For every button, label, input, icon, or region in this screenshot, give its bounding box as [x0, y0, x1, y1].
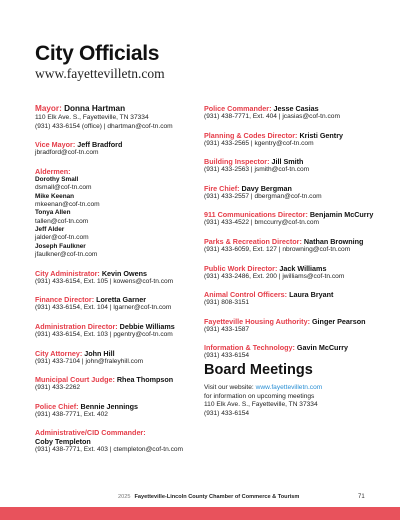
official-contact: (931) 438-7771, Ext. 402 [35, 410, 108, 418]
alderman-email: dsmall@cof-tn.com [35, 183, 92, 191]
page-footer [0, 494, 400, 504]
official-contact: (931) 433-6154, Ext. 105 | kowens@cof-tn.com [35, 277, 174, 285]
official-cid-commander [35, 428, 195, 455]
official-name: Davy Bergman [241, 183, 292, 193]
board-phone-line: (931) 433-6154 [204, 409, 250, 417]
alderman-email: mkeenan@cof-tn.com [35, 200, 100, 208]
official-name: Laura Bryant [289, 290, 334, 300]
official-contact: (931) 433-6154, Ext. 103 | pgentry@cof-tn.com [35, 330, 173, 338]
official-police-commander [204, 104, 379, 122]
alderman-name: Tonya Allen [35, 209, 71, 217]
board-website-link[interactable]: www.fayettevilletn.com [255, 384, 323, 391]
official-building-inspector [204, 157, 379, 175]
official-name: Coby Templeton [35, 437, 91, 447]
official-finance-director [35, 295, 195, 313]
page-title: City Officials [35, 42, 160, 65]
official-city-attorney [35, 349, 195, 367]
official-name: Jesse Casias [273, 104, 319, 113]
official-contact: (931) 433-6154 (office) | dhartman@cof-tn.com [35, 122, 173, 130]
official-contact: (931) 433-6154, Ext. 104 | lgarner@cof-tn.com [35, 304, 172, 312]
official-contact: (931) 433-2557 | dbergman@cof-tn.com [204, 192, 322, 200]
official-name: Jeff Bradford [77, 140, 123, 150]
official-contact: (931) 438-7771, Ext. 403 | ctempleton@cof-tn.com [35, 446, 184, 454]
official-contact: (931) 433-6154 [204, 352, 250, 360]
official-role: City Administrator: [35, 268, 100, 278]
official-contact: (931) 433-2563 | jsmith@cof-tn.com [204, 166, 310, 174]
official-planning-director [204, 131, 379, 149]
official-role: Municipal Court Judge: [35, 375, 115, 385]
footer-accent-bar [0, 507, 400, 520]
official-public-works-director [204, 264, 379, 282]
official-role: Vice Mayor: [35, 140, 76, 150]
official-contact: jbradford@cof-tn.com [35, 149, 99, 157]
official-role: Administrative/CID Commander: [35, 428, 146, 438]
official-name: Jill Smith [271, 157, 304, 167]
official-fire-chief [204, 184, 379, 202]
official-role: Fire Chief: [204, 183, 240, 193]
alderman-name: Joseph Faulkner [35, 242, 86, 250]
official-contact: (931) 433-4522 | bmccurry@cof-tn.com [204, 219, 320, 227]
official-name: Bennie Jennings [80, 401, 139, 411]
official-police-chief [35, 402, 195, 420]
official-animal-control [204, 290, 379, 308]
official-it [204, 343, 379, 361]
official-contact: (931) 433-2486, Ext. 200 | jwilliams@cof-tn.com [204, 272, 345, 280]
official-contact: (931) 433-2262 [35, 384, 81, 392]
official-role: 911 Communications Director: [204, 210, 308, 220]
footer-org: Fayetteville-Lincoln County Chamber of Commerce & Tourism [134, 494, 300, 500]
official-role: Public Work Director: [204, 263, 278, 273]
official-role: Mayor: [35, 104, 62, 113]
official-role: Information & Technology: [204, 343, 295, 353]
alderman-email: jfaulkner@cof-tn.com [35, 251, 98, 259]
official-role: Administration Director: [35, 321, 118, 331]
official-mayor [35, 104, 195, 131]
official-name: Jack Williams [279, 263, 327, 273]
official-role: Animal Control Officers: [204, 290, 288, 300]
board-meetings-title: Board Meetings [204, 362, 313, 378]
board-visit-text: Visit our website: [204, 384, 256, 391]
official-contact: (931) 433-6059, Ext. 127 | nbrowning@cof-tn.com [204, 245, 351, 253]
official-contact: (931) 433-1587 [204, 325, 250, 333]
official-name: Kristi Gentry [299, 130, 343, 140]
board-meetings-section [204, 362, 384, 418]
alderman-email: tallen@cof-tn.com [35, 217, 89, 225]
official-name: Gavin McCurry [296, 343, 349, 353]
official-name: Kevin Owens [101, 268, 147, 278]
official-role: Planning & Codes Director: [204, 130, 298, 140]
officials-right-column [204, 104, 379, 370]
official-housing-authority [204, 317, 379, 335]
alderman-name: Mike Keenan [35, 192, 75, 200]
official-role: City Attorney: [35, 348, 83, 358]
official-name: Donna Hartman [64, 104, 126, 113]
official-role: Police Commander: [204, 104, 272, 113]
official-role: Parks & Recreation Director: [204, 236, 302, 246]
official-role: Aldermen: [35, 166, 71, 176]
page-number: 71 [358, 494, 365, 500]
official-aldermen [35, 167, 195, 260]
alderman-name: Dorothy Small [35, 175, 79, 183]
official-contact: (931) 433-7104 | john@fraleyhill.com [35, 357, 144, 365]
official-administration-director [35, 322, 195, 340]
official-name: Nathan Browning [303, 236, 364, 246]
official-contact: (931) 433-2565 | kgentry@cof-tn.com [204, 139, 314, 147]
official-name: John Hill [84, 348, 115, 358]
official-role: Building Inspector: [204, 157, 270, 167]
board-address-line: 110 Elk Ave. S., Fayetteville, TN 37334 [204, 401, 318, 409]
official-role: Fayetteville Housing Authority: [204, 316, 310, 326]
official-role: Finance Director: [35, 295, 95, 305]
official-911-director [204, 210, 379, 228]
official-role: Police Chief: [35, 401, 79, 411]
alderman-email: jalder@cof-tn.com [35, 234, 89, 242]
website-url: www.fayettevilletn.com [35, 66, 165, 81]
official-name: Debbie Williams [119, 321, 175, 331]
official-name: Ginger Pearson [311, 316, 366, 326]
official-contact: (931) 808-3151 [204, 299, 250, 307]
official-name: Loretta Garner [96, 295, 147, 305]
official-contact: (931) 438-7771, Ext. 404 | jcasias@cof-tn.com [204, 113, 340, 120]
official-vice-mayor [35, 140, 195, 158]
official-parks-director [204, 237, 379, 255]
official-municipal-judge [35, 375, 195, 393]
official-name: Rhea Thompson [116, 375, 174, 385]
alderman-name: Jeff Alder [35, 226, 65, 234]
official-name: Benjamin McCurry [309, 210, 374, 220]
officials-left-column [35, 104, 195, 464]
board-info-line: for information on upcoming meetings [204, 392, 315, 400]
official-city-administrator [35, 269, 195, 287]
official-address: 110 Elk Ave. S., Fayetteville, TN 37334 [35, 114, 149, 121]
footer-year: 2025 [118, 494, 131, 500]
